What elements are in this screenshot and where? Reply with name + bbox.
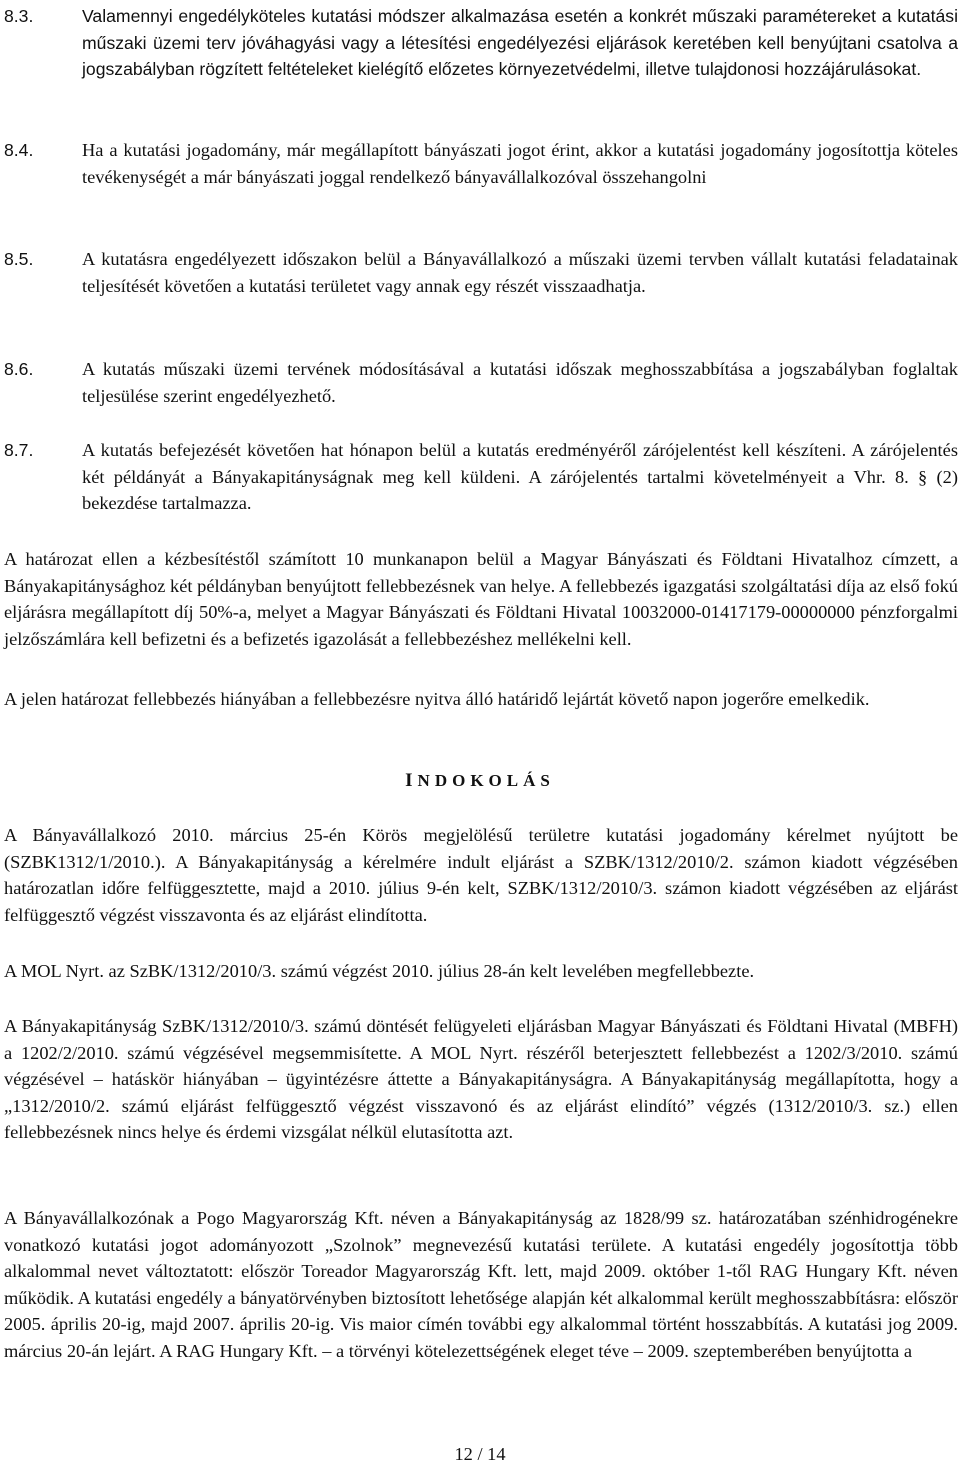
reasoning-paragraph-1: A Bányavállalkozó 2010. március 25-én Körös megjelölésű területre kutatási jogadomány kérelmet nyújtott be (SZBK1312/1/2010.). A Bányakapitányság a kérelmére indult eljárást a SZBK/1312/2010/2. számon kiadott végzésében határozatlan időre felfüggesztette, majd a 2010. július 9-én kelt, SZBK/1312/2010/3. számon kiadott végzésében az eljárást felfüggesztő végzést visszavonta és az eljárást elindította. bbox=[4, 825, 958, 925]
reasoning-paragraph-4: A Bányavállalkozónak a Pogo Magyarország Kft. néven a Bányakapitányság az 1828/99 sz. határozatában szénhidrogénekre vonatkozó kutatási jogot adományozott „Szolnok” megnevezésű kutatási területe. A kutatási engedély jogosítottja több alkalommal nevet változtatott: először Toreador Magyarország Kft. lett, majd 2009. október 1-től RAG Hungary Kft. néven működik. A kutatási engedély a bányatörvényben biztosított lehetősége alapján két alkalommal került meghosszabbításra: először 2005. április 20-ig, majd 2007. április 20-ig. Vis maior címén további egy alkalommal történt hosszabbítás. A kutatási jog 2009. március 20-án lejárt. A RAG Hungary Kft. – a törvényi kötelezettségének eleget téve – 2009. szeptemberében benyújtotta a bbox=[4, 1208, 958, 1361]
clause-number: 8.6. bbox=[4, 359, 34, 379]
clause-text: A kutatás befejezését követően hat hónapon belül a kutatás eredményéről zárójelentést kell készíteni. A zárójelentés két példányát a Bányakapitányságnak meg kell küldeni. A zárójelentés tartalmi követelményeit a Vhr. 8. § (2) bekezdése tartalmazza. bbox=[82, 440, 958, 513]
reasoning-paragraph-2: A MOL Nyrt. az SzBK/1312/2010/3. számú végzést 2010. július 28-án kelt levelében megfellebbezte. bbox=[4, 961, 755, 981]
clause-number: 8.5. bbox=[4, 249, 34, 269]
clause-8-3 bbox=[4, 3, 958, 83]
clause-8-7 bbox=[4, 437, 958, 517]
heading-rest: NDOKOLÁS bbox=[417, 771, 555, 790]
clause-number: 8.3. bbox=[4, 6, 34, 26]
heading-initial: I bbox=[405, 770, 418, 791]
clause-text: A kutatás műszaki üzemi tervének módosításával a kutatási időszak meghosszabbítása a jogszabályban foglaltak teljesülése szerint engedélyezhető. bbox=[82, 359, 958, 406]
clause-text: Ha a kutatási jogadomány, már megállapított bányászati jogot érint, akkor a kutatási jogadomány jogosítottja köteles tevékenységét a már bányászati joggal rendelkező bányavállalkozóval összehangolni bbox=[82, 140, 958, 187]
clause-number: 8.7. bbox=[4, 440, 34, 460]
page-number: 12 / 14 bbox=[454, 1444, 506, 1464]
clause-8-6 bbox=[4, 356, 958, 409]
clause-number: 8.4. bbox=[4, 140, 34, 160]
appeal-paragraph: A határozat ellen a kézbesítéstől számított 10 munkanapon belül a Magyar Bányászati és Földtani Hivatalhoz címzett, a Bányakapitánysághoz két példányban benyújtott fellebbezésnek van helye. A fellebbezés igazgatási szolgáltatási díja az első fokú eljárásra megállapított díj 50%-a, melyet a Magyar Bányászati és Földtani Hivatal 10032000-01417179-00000000 pénzforgalmi jelzőszámlára kell befizetni és a befizetés igazolását a fellebbezéshez mellékelni kell. bbox=[4, 549, 958, 649]
clause-8-4 bbox=[4, 137, 958, 190]
section-heading bbox=[0, 770, 960, 792]
finality-paragraph: A jelen határozat fellebbezés hiányában a fellebbezésre nyitva álló határidő lejártát követő napon jogerőre emelkedik. bbox=[4, 689, 870, 709]
reasoning-paragraph-3: A Bányakapitányság SzBK/1312/2010/3. számú döntését felügyeleti eljárásban Magyar Bányászati és Földtani Hivatal (MBFH) a 1202/2/2010. számú végzésével megsemmisítette. A MOL Nyrt. részéről beterjesztett fellebbezést a 1202/3/2010. számú végzésével – hatáskör hiányában – ügyintézésre áttette a Bányakapitányságra. A Bányakapitányság megállapította, hogy a „1312/2010/2. számú eljárást felfüggesztő végzést visszavonó és az eljárást elindító” végzés (1312/2010/3. sz.) ellen fellebbezésnek nincs helye és érdemi vizsgálat nélkül elutasította azt. bbox=[4, 1016, 958, 1142]
clause-text: Valamennyi engedélyköteles kutatási módszer alkalmazása esetén a konkrét műszaki paramétereket a kutatási műszaki üzemi terv jóváhagyási vagy a létesítési engedélyezési eljárások keretében kell benyújtani csatolva a jogszabályban rögzített feltételeket kielégítő előzetes környezetvédelmi, illetve tulajdonosi hozzájárulásokat. bbox=[82, 6, 958, 79]
clause-text: A kutatásra engedélyezett időszakon belül a Bányavállalkozó a műszaki üzemi tervben vállalt kutatási feladatainak teljesítését követően a kutatási területet vagy annak egy részét visszaadhatja. bbox=[82, 249, 958, 296]
clause-8-5 bbox=[4, 246, 958, 299]
